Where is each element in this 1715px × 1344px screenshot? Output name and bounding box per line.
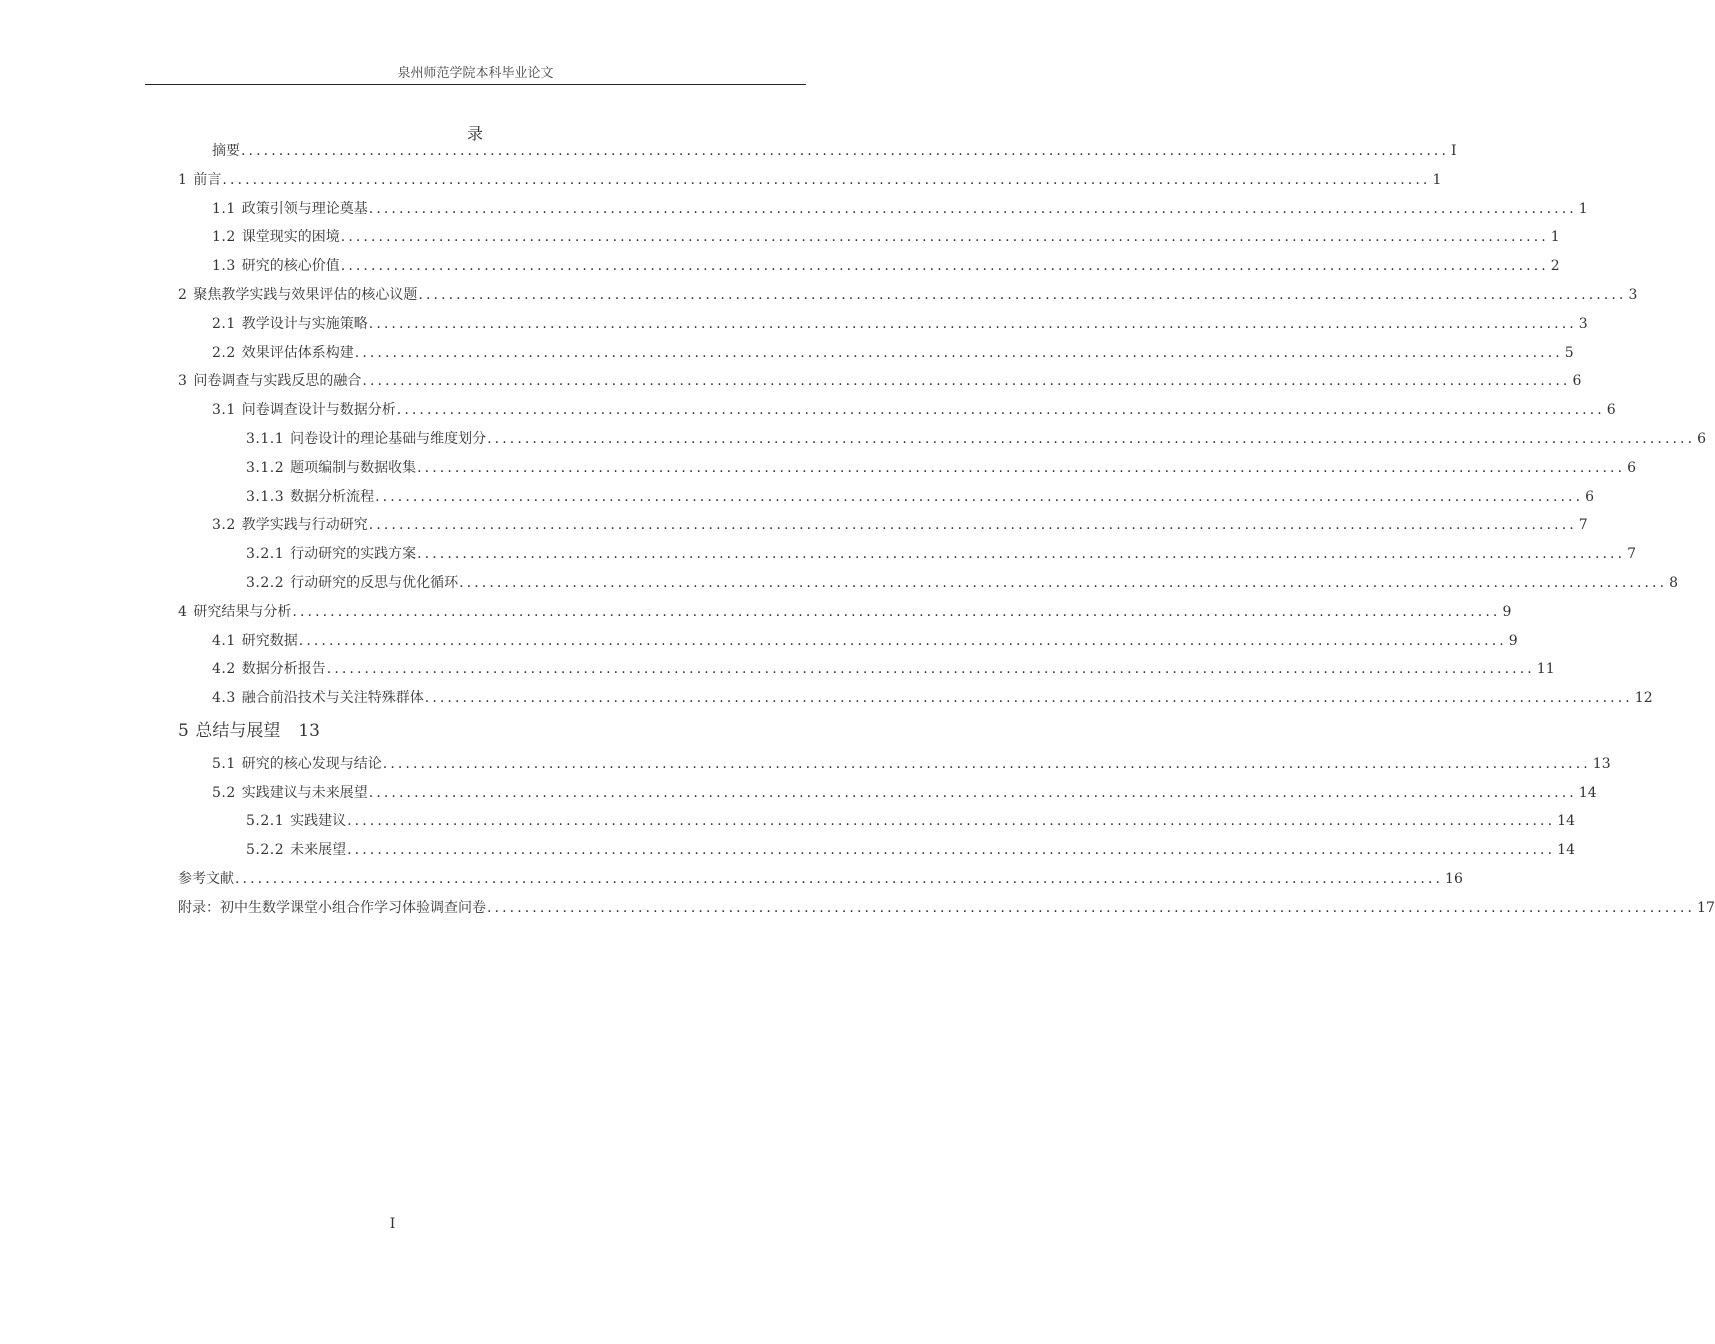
dot-leader: ................................................................................................................................................................ (241, 143, 1450, 159)
toc-entry[interactable] (246, 428, 1707, 450)
dot-leader: ................................................................................................................................................................ (298, 632, 1507, 649)
toc-entry-label: 附录：初中生数学课堂小组合作学习体验调查问卷 (178, 899, 486, 916)
toc-entry-number: 3.2.2 (246, 575, 285, 591)
dot-leader: ................................................................................................................................................................ (396, 402, 1605, 419)
toc-entry-label: 研究结果与分析 (193, 603, 292, 620)
toc-entry[interactable] (212, 514, 1588, 536)
toc-entry[interactable] (178, 720, 806, 742)
toc-entry-page: 14 (1557, 813, 1575, 830)
dot-leader: ................................................................................................................................................................ (292, 603, 1501, 620)
toc-entry[interactable] (212, 255, 1560, 277)
dot-leader: ................................................................................................................................................................ (368, 200, 1577, 217)
toc-entry-label: 研究的核心发现与结论 (241, 755, 382, 772)
toc-entry-label: 数据分析报告 (241, 661, 326, 678)
toc-entry-label: 课堂现实的困境 (241, 229, 340, 246)
toc-entry-number: 5.1 (212, 755, 236, 772)
toc-entry[interactable] (178, 284, 1638, 306)
dot-leader: ................................................................................................................................................................ (340, 258, 1549, 275)
toc-entry[interactable] (178, 601, 1512, 623)
toc-entry-page: 7 (1627, 546, 1637, 563)
toc-entry-page: 9 (1502, 603, 1512, 620)
toc-entry-page: 7 (1578, 517, 1588, 534)
toc-entry-page: 14 (1578, 784, 1597, 801)
dot-leader: ................................................................................................................................................................ (368, 315, 1577, 332)
toc-entry-label: 聚焦教学实践与效果评估的核心议题 (193, 287, 418, 303)
toc-entry-number: 1.3 (212, 258, 236, 275)
toc-entry-number: 2 (178, 287, 188, 303)
dot-leader: ................................................................................................................................................................ (418, 287, 1627, 303)
dot-leader: ................................................................................................................................................................ (487, 899, 1696, 916)
toc-entry-number: 3.1 (212, 402, 236, 419)
toc-entry[interactable] (212, 140, 1457, 162)
toc-entry-page: 14 (1557, 842, 1575, 859)
toc-entry-label: 问卷设计的理论基础与维度划分 (290, 431, 487, 447)
toc-entry[interactable] (212, 753, 1611, 775)
toc-entry-label: 研究数据 (241, 632, 298, 649)
dot-leader: ................................................................................................................................................................ (368, 517, 1577, 534)
toc-entry-page: 1 (1578, 200, 1588, 217)
toc-entry-label: 未来展望 (290, 842, 347, 859)
toc-entry-number: 1 (178, 171, 188, 188)
toc-entry[interactable] (212, 630, 1518, 652)
toc-entry[interactable] (212, 687, 1653, 709)
dot-leader: ................................................................................................................................................................ (417, 546, 1626, 563)
toc-entry-number: 5.2 (212, 784, 236, 801)
toc-entry-label: 问卷调查与实践反思的融合 (193, 373, 362, 390)
toc-entry-page: 1 (1432, 171, 1442, 188)
toc-entry-label: 实践建议 (290, 813, 347, 830)
toc-entry[interactable] (246, 486, 1595, 508)
toc-entry-number: 2.2 (212, 344, 236, 361)
toc-entry[interactable] (212, 658, 1555, 680)
toc-entry-number: 4.3 (212, 690, 236, 707)
toc-entry[interactable] (178, 169, 1442, 191)
dot-leader: ................................................................................................................................................................ (424, 690, 1633, 707)
toc-entry-label: 政策引领与理论奠基 (241, 200, 368, 217)
toc-entry-label: 摘要 (212, 143, 240, 159)
toc-entry-label: 题项编制与数据收集 (290, 459, 417, 476)
dot-leader: ................................................................................................................................................................ (235, 871, 1444, 887)
page-number: I (389, 1216, 396, 1232)
dot-leader: ................................................................................................................................................................ (417, 459, 1626, 476)
toc-entry-label: 教学设计与实施策略 (241, 315, 368, 332)
toc-entry-label: 行动研究的反思与优化循环 (290, 575, 459, 591)
toc-entry-number: 3.1.3 (246, 488, 285, 505)
toc-entry-number: 4 (178, 603, 188, 620)
toc-entry[interactable] (246, 572, 1679, 594)
toc-entry-page: 16 (1445, 871, 1463, 887)
toc-entry-page: 3 (1628, 287, 1638, 303)
toc-entry[interactable] (212, 226, 1560, 248)
toc-entry-page: 2 (1550, 258, 1560, 275)
toc-entry-number: 3.1.2 (246, 459, 285, 476)
toc-entry[interactable] (212, 342, 1574, 364)
toc-entry-page: 9 (1508, 632, 1518, 649)
toc-entry-page: 1 (1550, 229, 1560, 246)
toc-entry-number: 4.1 (212, 632, 236, 649)
toc-entry-number: 1.1 (212, 200, 236, 217)
dot-leader: ................................................................................................................................................................ (368, 784, 1577, 801)
toc-entry-number: 5 (178, 721, 190, 741)
toc-entry-number: 3 (178, 373, 188, 390)
toc-entry-number: 1.2 (212, 229, 236, 246)
toc-entry-number: 3.2.1 (246, 546, 285, 563)
dot-leader: ................................................................................................................................................................ (375, 488, 1584, 505)
toc-entry-page: 12 (1634, 690, 1653, 707)
toc-entry-page: 6 (1585, 488, 1595, 505)
dot-leader: ................................................................................................................................................................ (340, 229, 1549, 246)
toc-entry[interactable] (178, 868, 1463, 890)
dot-leader: ................................................................................................................................................................ (362, 373, 1571, 390)
dot-leader: ................................................................................................................................................................ (487, 431, 1696, 447)
toc-entry-label: 研究的核心价值 (241, 258, 340, 275)
dot-leader: ................................................................................................................................................................ (354, 344, 1563, 361)
toc-entry-number: 4.2 (212, 661, 236, 678)
dot-leader: ................................................................................................................................................................ (347, 842, 1556, 859)
toc-title: 录 (466, 124, 483, 143)
toc-entry-page: 3 (1578, 315, 1588, 332)
toc-entry-number: 3.1.1 (246, 431, 285, 447)
toc-entry-page: 11 (1536, 661, 1555, 678)
toc-entry-page: 6 (1606, 402, 1616, 419)
toc-entry-page: 6 (1627, 459, 1637, 476)
dot-leader: ................................................................................................................................................................ (347, 813, 1556, 830)
toc-entry-page: 8 (1669, 575, 1679, 591)
toc-entry-number: 5.2.1 (246, 813, 285, 830)
toc-entry-number: 2.1 (212, 315, 236, 332)
toc-entry[interactable] (212, 399, 1616, 421)
dot-leader: ................................................................................................................................................................ (459, 575, 1668, 591)
toc-entry[interactable] (246, 457, 1637, 479)
toc-entry-page: 13 (298, 721, 320, 741)
running-header: 泉州师范学院本科毕业论文 (397, 66, 554, 81)
dot-leader: ................................................................................................................................................................ (326, 661, 1535, 678)
dot-leader: ................................................................................................................................................................ (382, 755, 1591, 772)
toc-entry-label: 效果评估体系构建 (241, 344, 354, 361)
toc-entry-number: 5.2.2 (246, 842, 285, 859)
toc-entry-label: 前言 (193, 171, 222, 188)
toc-entry-label: 融合前沿技术与关注特殊群体 (241, 690, 424, 707)
toc-entry-page: 6 (1572, 373, 1582, 390)
toc-entry-page: I (1451, 143, 1457, 159)
toc-entry-number: 3.2 (212, 517, 236, 534)
toc-entry[interactable] (178, 897, 1715, 919)
toc-entry-label: 行动研究的实践方案 (290, 546, 417, 563)
toc-entry[interactable] (246, 839, 1575, 861)
toc-entry-page: 6 (1697, 431, 1707, 447)
toc-entry-label: 数据分析流程 (290, 488, 375, 505)
toc-entry-label: 总结与展望 (195, 721, 281, 741)
toc-entry[interactable] (212, 782, 1597, 804)
dot-leader: ................................................................................................................................................................ (222, 171, 1431, 188)
toc-entry-page: 5 (1564, 344, 1574, 361)
toc-entry-label: 教学实践与行动研究 (241, 517, 368, 534)
header-rule (145, 84, 806, 85)
toc-entry-label: 问卷调查设计与数据分析 (241, 402, 396, 419)
toc-entry[interactable] (178, 370, 1582, 392)
toc-entry[interactable] (212, 313, 1588, 335)
toc-entry-label: 实践建议与未来展望 (241, 784, 368, 801)
toc-entry-page: 13 (1592, 755, 1611, 772)
toc-entry-page: 17 (1697, 899, 1715, 916)
toc-entry[interactable] (246, 543, 1637, 565)
toc-entry[interactable] (212, 198, 1588, 220)
toc-entry-label: 参考文献 (178, 871, 234, 887)
toc-entry[interactable] (246, 810, 1575, 832)
